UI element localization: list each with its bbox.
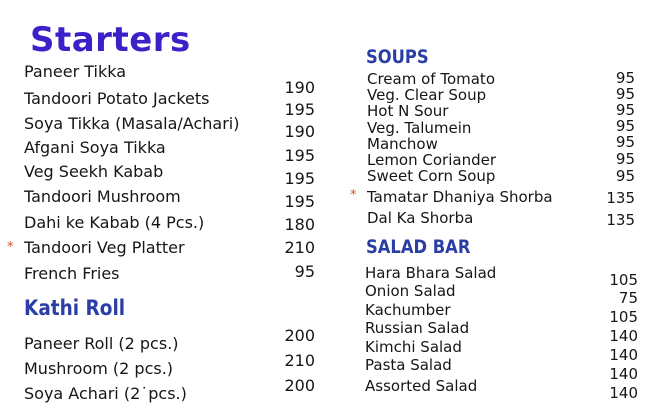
menu-item-name: Hot N Sour [367,102,449,120]
menu-item-price: 195 [284,169,315,188]
menu-item-name: Veg. Talumein [367,119,472,137]
starters-heading: Starters [30,20,191,60]
salad-bar-heading: SALAD BAR [366,236,471,258]
menu-item-name: Paneer Roll (2 pcs.) [24,334,179,353]
menu-item-name: Kimchi Salad [365,338,462,356]
menu-item-name: French Fries [24,264,120,283]
menu-item-price: 190 [284,78,315,97]
menu-item-name: Manchow [367,135,438,153]
menu-item-name: Soya Tikka (Masala/Achari) [24,114,240,133]
menu-item-price: 95 [294,262,315,281]
menu-item-price: 95 [615,133,635,151]
menu-item-name: Tamatar Dhaniya Shorba [367,188,553,206]
menu-item-price: 140 [609,365,638,383]
menu-item-price: 95 [615,69,635,87]
menu-item-name: Pasta Salad [365,356,452,374]
menu-item-price: 195 [284,100,315,119]
star-marker-icon: * [350,188,357,203]
menu-item-price: 95 [615,101,635,119]
menu-item-price: 190 [284,122,315,141]
star-marker-icon: * [7,240,14,255]
menu-item-name: Russian Salad [365,319,470,337]
menu-item-price: 105 [609,271,638,289]
menu-item-name: Tandoori Mushroom [24,187,181,206]
menu-item-price: 210 [284,238,315,257]
menu-item-name: Lemon Coriander [367,151,496,169]
menu-item-price: 75 [618,289,638,307]
menu-item-price: 135 [606,189,635,207]
menu-item-name: Mushroom (2 pcs.) [24,359,174,378]
soups-heading: SOUPS [366,46,429,68]
menu-item-name: Tandoori Potato Jackets [24,89,210,108]
menu-item-price: 180 [284,215,315,234]
menu-item-price: 200 [284,326,315,345]
menu-item-name: Paneer Tikka [24,62,127,81]
menu-item-name: Sweet Corn Soup [367,167,496,185]
menu-item-price: 140 [609,384,638,402]
menu-item-price: 105 [609,308,638,326]
menu-item-name: Soya Achari (2˙pcs.) [24,384,187,403]
menu-item-name: Veg. Clear Soup [367,86,487,104]
menu-item-price: 195 [284,192,315,211]
menu-item-price: 210 [284,351,315,370]
menu-item-price: 95 [615,85,635,103]
menu-item-price: 140 [609,346,638,364]
menu-item-name: Tandoori Veg Platter [24,238,185,257]
menu-item-price: 140 [609,327,638,345]
menu-item-price: 195 [284,146,315,165]
menu-item-name: Assorted Salad [365,377,478,395]
menu-item-name: Kachumber [365,301,451,319]
menu-item-price: 95 [615,167,635,185]
menu-item-name: Hara Bhara Salad [365,264,497,282]
menu-item-name: Cream of Tomato [367,70,495,88]
menu-item-price: 95 [615,117,635,135]
menu-item-name: Dahi ke Kabab (4 Pcs.) [24,213,205,232]
menu-item-name: Veg Seekh Kabab [24,162,164,181]
menu-item-price: 200 [284,376,315,395]
menu-item-name: Onion Salad [365,282,456,300]
menu-item-price: 95 [615,150,635,168]
menu-item-name: Dal Ka Shorba [367,209,474,227]
kathi-roll-heading: Kathi Roll [24,296,126,320]
menu-item-name: Afgani Soya Tikka [24,138,166,157]
menu-item-price: 135 [606,211,635,229]
